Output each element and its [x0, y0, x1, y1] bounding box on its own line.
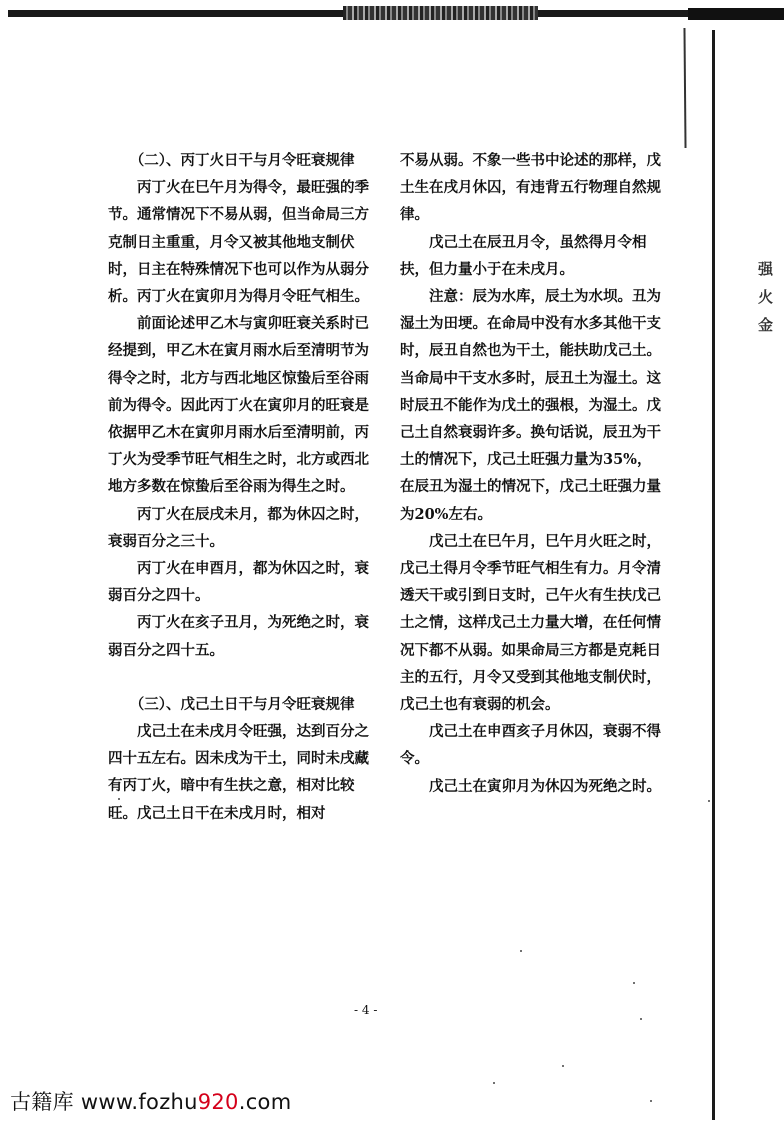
scan-speck: [520, 950, 522, 952]
site-watermark: [10, 1086, 291, 1116]
paragraph: 戊己土在未戌月令旺强，达到百分之四十五左右。因未戌为干土，同时未戌藏有丙丁火，暗中有生扶之意，相对比较旺。戊己土日干在未戌月时，相对: [108, 723, 369, 822]
paragraph: 戊己土在寅卯月为休囚为死绝之时。: [429, 777, 661, 795]
scan-noise: [343, 6, 538, 20]
paragraph: 丙丁火在辰戌未月，都为休囚之时，衰弱百分之三十。: [108, 505, 369, 550]
next-page-edge-char: 强: [758, 260, 774, 278]
paragraph: 注意：辰为水库，辰土为水坝。丑为湿土为田埂。在命局中没有水多其他干支时，辰丑自然也为干土，能扶助戊己土。当命局中干支水多时，辰丑土为湿土。这时辰丑不能作为戊土的强根，为湿土。戊己土自然衰弱许多。换句话说，辰丑为干土的情况下，戊己土旺强力量为35%，在辰丑为湿土的情况下，戊己土旺强力量为20%左右。: [400, 288, 661, 523]
scan-speck: [708, 800, 710, 802]
scan-speck: [640, 1018, 642, 1020]
page-number: - 4 -: [354, 1003, 378, 1017]
paragraph: 丙丁火在亥子丑月，为死绝之时，衰弱百分之四十五。: [108, 614, 369, 659]
paragraph: 戊己土在巳午月，巳午月火旺之时，戊己土得月令季节旺气相生有力。月令清透天干或引到日支时，己午火有生扶戊己土之情，这样戊己土力量大增，在任何情况下都不从弱。如果命局三方都是克耗日主的五行，月令又受到其他地支制伏时，戊己土也有衰弱的机会。: [400, 532, 661, 714]
scan-speck: [650, 1100, 652, 1102]
page-fold-line: [683, 28, 686, 148]
paragraph: 戊己土在辰丑月令，虽然得月令相扶，但力量小于在未戌月。: [400, 233, 647, 278]
watermark-prefix: 古籍库 www.fozhu: [10, 1090, 198, 1114]
scan-speck: [562, 1065, 564, 1067]
right-column: [400, 147, 662, 800]
watermark-suffix: .com: [238, 1090, 292, 1114]
paragraph: 戊己土在申酉亥子月休囚，衰弱不得令。: [400, 723, 661, 768]
scan-speck: [633, 982, 635, 984]
scan-dark-block: [688, 8, 784, 20]
paragraph: 前面论述甲乙木与寅卯旺衰关系时已经提到，甲乙木在寅月雨水后至清明节为得令之时，北方与西北地区惊蛰后至谷雨前为得令。因此丙丁火在寅卯月的旺衰是依据甲乙木在寅卯月雨水后至清明前，丙丁火为受季节旺气相生之时，北方或西北地方多数在惊蛰后至谷雨为得生之时。: [108, 315, 369, 496]
scan-top-border: [8, 0, 784, 26]
scan-speck: [118, 798, 120, 800]
paragraph: 丙丁火在申酉月，都为休囚之时，衰弱百分之四十。: [108, 560, 369, 605]
left-column: [108, 147, 380, 827]
page-edge-line: [712, 30, 715, 1120]
section-heading-3: （三）、戊己土日干与月令旺衰规律: [129, 695, 355, 713]
paragraph: 丙丁火在巳午月为得令，最旺强的季节。通常情况下不易从弱，但当命局三方克制日主重重，月令又被其他地支制伏时，日主在特殊情况下也可以作为从弱分析。丙丁火在寅卯月为得月令旺气相生。: [108, 179, 369, 306]
scan-speck: [493, 1082, 495, 1084]
paragraph: 不易从弱。不象一些书中论述的那样，戊土生在戌月休囚，有违背五行物理自然规律。: [400, 152, 661, 224]
section-heading-2: （二）、丙丁火日干与月令旺衰规律: [129, 152, 355, 169]
next-page-edge-char: 火: [758, 288, 774, 306]
watermark-number: 920: [197, 1090, 239, 1114]
next-page-edge-char: 金: [758, 316, 774, 334]
